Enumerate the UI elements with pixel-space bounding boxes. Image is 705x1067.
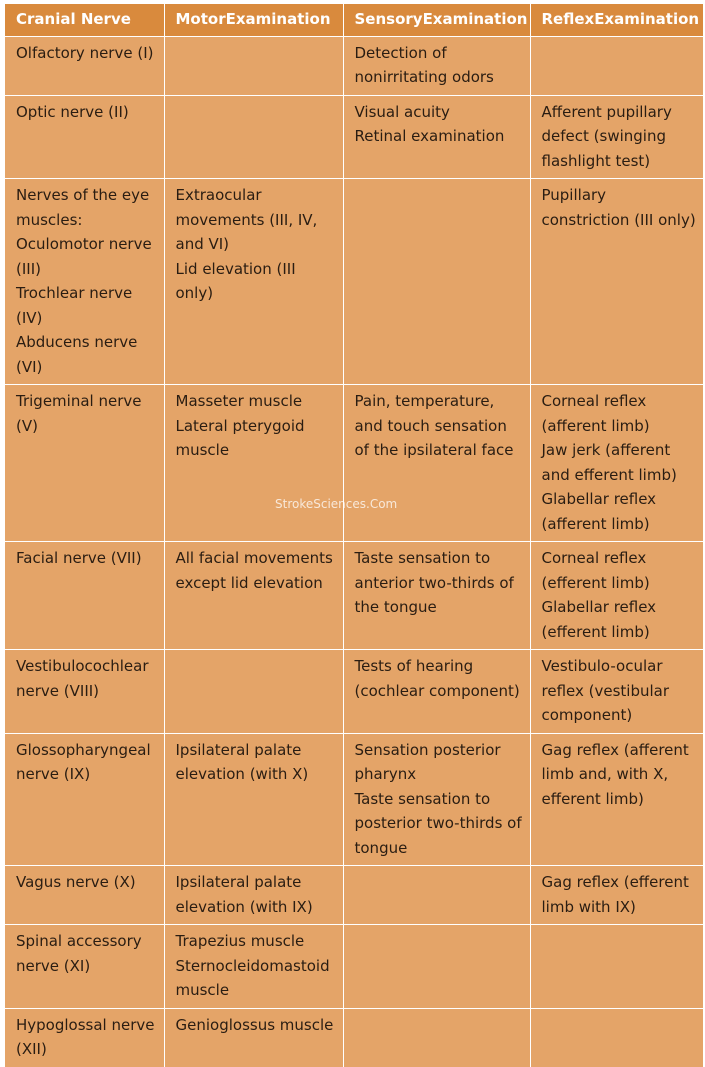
sensory-exam-cell: [343, 650, 530, 734]
table-row: [5, 179, 703, 385]
reflex-exam-cell: [530, 95, 703, 179]
cell-line: Trigeminal nerve (V): [16, 392, 142, 435]
sensory-exam-cell: [343, 1008, 530, 1067]
table-row: [5, 36, 703, 95]
reflex-exam-cell: [530, 385, 703, 542]
cranial-nerve-cell: [5, 385, 164, 542]
motor-exam-cell: [164, 733, 343, 866]
cranial-nerve-table: [5, 4, 703, 1067]
cell-line: Genioglossus muscle: [175, 1015, 334, 1034]
table-header: [5, 4, 703, 36]
cranial-nerve-cell: [5, 179, 164, 385]
header-motor-examination: MotorExamination: [164, 4, 343, 36]
cell-line: All facial movements except lid elevation: [175, 549, 333, 592]
reflex-exam-cell: [530, 733, 703, 866]
cell-line: Facial nerve (VII): [16, 549, 142, 567]
motor-exam-cell: [164, 95, 343, 179]
reflex-exam-cell: [530, 542, 703, 650]
sensory-exam-cell: [343, 385, 530, 542]
cell-line: Visual acuity: [354, 102, 450, 121]
cranial-nerve-cell: [5, 925, 164, 1009]
watermark: StrokeSciences.Com: [275, 497, 398, 511]
cell-line: Pain, temperature, and touch sensation of the ipsilateral face: [354, 392, 514, 459]
header-reflex-examination: ReflexExamination: [530, 4, 703, 36]
cranial-nerve-cell: [5, 866, 164, 925]
cell-line: Pupillary constriction (III only): [541, 186, 696, 229]
cell-line: Gag reflex (efferent limb with IX): [541, 873, 689, 916]
cranial-nerve-table-container: [5, 4, 703, 1067]
sensory-exam-cell: [343, 36, 530, 95]
cell-line: Taste sensation to posterior two-thirds of tongue: [354, 789, 522, 857]
cell-line: Extraocular movements (III, IV, and VI): [175, 186, 318, 253]
cranial-nerve-cell: [5, 650, 164, 734]
cell-line: Retinal examination: [354, 127, 505, 145]
table-body: [5, 36, 703, 1067]
cell-line: Sensation posterior pharynx: [354, 740, 501, 783]
motor-exam-cell: [164, 179, 343, 385]
cell-line: Olfactory nerve (I): [16, 43, 154, 62]
motor-exam-cell: [164, 925, 343, 1009]
table-row: [5, 650, 703, 734]
reflex-exam-cell: [530, 925, 703, 1009]
header-cranial-nerve: Cranial Nerve: [5, 4, 164, 36]
sensory-exam-cell: [343, 866, 530, 925]
cell-line: Vagus nerve (X): [16, 873, 136, 891]
cell-line: Hypoglossal nerve (XII): [16, 1015, 155, 1058]
motor-exam-cell: [164, 650, 343, 734]
reflex-exam-cell: [530, 179, 703, 385]
cranial-nerve-cell: [5, 733, 164, 866]
cell-line: Vestibulo-ocular reflex (vestibular component): [541, 657, 669, 724]
cell-line: Corneal reflex (efferent limb): [541, 549, 650, 592]
table-row: [5, 925, 703, 1009]
cranial-nerve-cell: [5, 542, 164, 650]
cell-line: Jaw jerk (afferent and efferent limb): [541, 441, 677, 484]
sensory-exam-cell: [343, 95, 530, 179]
table-row: [5, 542, 703, 650]
cell-line: Glossopharyngeal nerve (IX): [16, 740, 151, 783]
cell-line: Masseter muscle: [175, 392, 303, 410]
cell-line: Sternocleidomastoid muscle: [175, 956, 330, 999]
table-row: [5, 733, 703, 866]
motor-exam-cell: [164, 385, 343, 542]
cell-line: Vestibulocochlear nerve (VIII): [16, 657, 149, 700]
table-row: [5, 866, 703, 925]
cell-line: Lateral pterygoid muscle: [175, 416, 305, 459]
sensory-exam-cell: [343, 179, 530, 385]
sensory-exam-cell: [343, 733, 530, 866]
cell-line: Lid elevation (III only): [175, 259, 296, 302]
cell-line: Corneal reflex (afferent limb): [541, 392, 650, 435]
cell-line: Optic nerve (II): [16, 102, 129, 121]
cranial-nerve-cell: [5, 36, 164, 95]
cell-line: Spinal accessory nerve (XI): [16, 932, 142, 975]
table-row: [5, 95, 703, 179]
reflex-exam-cell: [530, 36, 703, 95]
cell-line: Oculomotor nerve (III): [16, 235, 152, 278]
cell-line: Glabellar reflex (efferent limb): [541, 598, 657, 641]
cranial-nerve-cell: [5, 1008, 164, 1067]
cell-line: Afferent pupillary defect (swinging flashlight test): [541, 102, 672, 170]
header-row: [5, 4, 703, 36]
cell-line: Gag reflex (afferent limb and, with X, efferent limb): [541, 740, 689, 808]
table-row: [5, 385, 703, 542]
header-sensory-examination: SensoryExamination: [343, 4, 530, 36]
cranial-nerve-cell: [5, 95, 164, 179]
reflex-exam-cell: [530, 1008, 703, 1067]
motor-exam-cell: [164, 36, 343, 95]
table-row: [5, 1008, 703, 1067]
cell-line: Ipsilateral palate elevation (with X): [175, 740, 309, 783]
sensory-exam-cell: [343, 542, 530, 650]
cell-line: Trochlear nerve (IV): [16, 284, 133, 327]
reflex-exam-cell: [530, 866, 703, 925]
reflex-exam-cell: [530, 650, 703, 734]
cell-line: Detection of nonirritating odors: [354, 43, 494, 86]
motor-exam-cell: [164, 1008, 343, 1067]
sensory-exam-cell: [343, 925, 530, 1009]
cell-line: Taste sensation to anterior two-thirds of the tongue: [354, 549, 514, 616]
cell-line: Abducens nerve (VI): [16, 333, 138, 376]
cell-line: Ipsilateral palate elevation (with IX): [175, 873, 313, 916]
cell-line: Trapezius muscle: [175, 932, 305, 950]
motor-exam-cell: [164, 866, 343, 925]
cell-line: Glabellar reflex (afferent limb): [541, 490, 657, 533]
cell-line: Nerves of the eye muscles:: [16, 186, 150, 229]
cell-line: Tests of hearing (cochlear component): [354, 657, 520, 700]
motor-exam-cell: [164, 542, 343, 650]
